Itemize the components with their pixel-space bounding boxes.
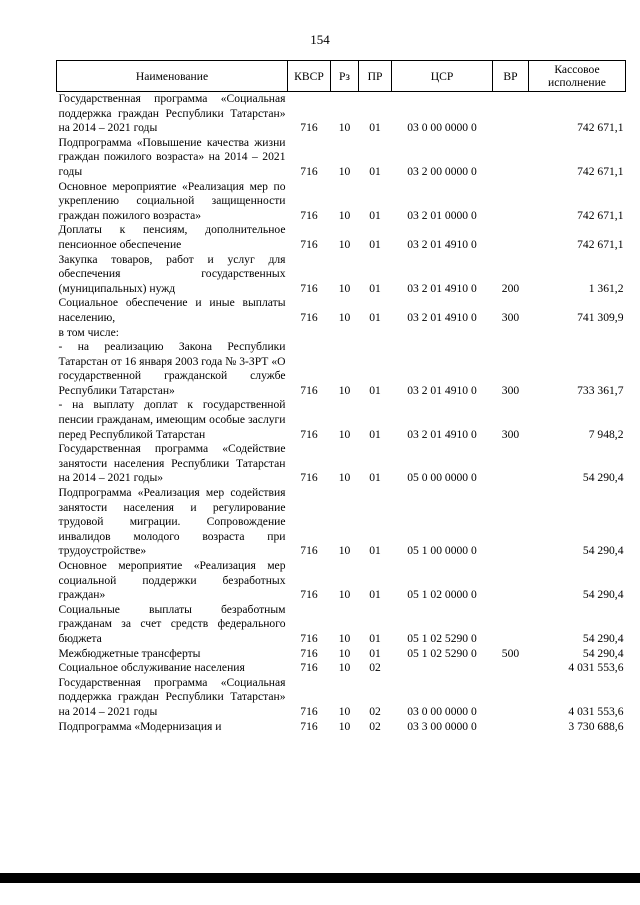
cell-csr	[392, 326, 493, 341]
cell-csr: 03 2 01 0000 0	[407, 208, 477, 222]
table-row	[57, 676, 626, 720]
cell-rz: 10	[338, 719, 351, 733]
cell-kvsr: 716	[300, 471, 318, 485]
cell-vr	[493, 223, 529, 252]
cell-vr	[493, 136, 529, 180]
cell-name: Доплаты к пенсиям, дополнительное пенсионное обеспечение	[58, 223, 286, 251]
cell-kvsr: 716	[300, 588, 318, 602]
cell-sum: 54 290,4	[582, 544, 624, 558]
cell-csr: 05 1 02 5290 0	[407, 631, 477, 645]
cell-kvsr: 716	[300, 164, 318, 178]
cell-pr: 01	[369, 427, 381, 441]
cell-kvsr: 716	[300, 719, 318, 733]
cell-sum	[529, 326, 626, 341]
cell-csr: 03 3 00 0000 0	[407, 719, 477, 733]
cell-name: - на реализацию Закона Республики Татарстан от 16 января 2003 года № 3-ЗРТ «О государственной гражданской службе Республики Татарстан»	[58, 340, 286, 397]
cell-vr	[493, 92, 529, 136]
page-number: 154	[310, 32, 330, 47]
cell-pr: 01	[369, 588, 381, 602]
cell-csr: 03 0 00 0000 0	[407, 121, 477, 135]
cell-sum: 54 290,4	[582, 471, 624, 485]
cell-pr: 01	[369, 646, 381, 660]
cell-pr: 01	[369, 281, 381, 295]
cell-name: Государственная программа «Содействие занятости населения Республики Татарстан на 2014 – 2021 годы»	[58, 442, 286, 485]
cell-pr: 01	[369, 544, 381, 558]
cell-pr: 01	[369, 631, 381, 645]
cell-csr	[392, 661, 493, 676]
table-row	[57, 326, 626, 341]
cell-name: Государственная программа «Социальная поддержка граждан Республики Татарстан» на 2014 – 2021 годы	[58, 92, 286, 135]
cell-name: Подпрограмма «Реализация мер содействия занятости населения и регулирование трудовой миграции. Сопровождение инвалидов молодого возраста при трудоустройстве»	[58, 486, 286, 558]
cell-name: Основное мероприятие «Реализация мер по укреплению социальной защищенности граждан пожилого возраста»	[58, 179, 286, 222]
table-header-row	[57, 61, 626, 92]
table-row	[57, 296, 626, 325]
cell-rz: 10	[338, 588, 351, 602]
cell-rz: 10	[338, 164, 351, 178]
scan-edge-bar	[0, 873, 640, 883]
cell-pr: 02	[369, 719, 381, 733]
cell-vr	[493, 676, 529, 720]
cell-csr: 05 1 02 5290 0	[407, 646, 477, 660]
cell-sum: 742 671,1	[577, 237, 624, 251]
cell-csr: 03 2 01 4910 0	[407, 427, 477, 441]
cell-rz: 10	[338, 237, 351, 251]
cell-rz	[331, 326, 359, 341]
cell-vr	[493, 326, 529, 341]
cell-kvsr: 716	[300, 237, 318, 251]
cell-pr: 01	[369, 164, 381, 178]
cell-sum: 4 031 553,6	[568, 661, 624, 675]
cell-csr: 03 2 01 4910 0	[407, 383, 477, 397]
budget-table	[56, 60, 626, 734]
table-row	[57, 559, 626, 603]
cell-vr	[493, 603, 529, 647]
cell-rz: 10	[338, 121, 351, 135]
cell-sum: 733 361,7	[577, 383, 624, 397]
cell-name: Социальное обеспечение и иные выплаты населению,	[58, 296, 286, 324]
table-row	[57, 253, 626, 297]
cell-rz: 10	[338, 661, 351, 675]
table-row	[57, 223, 626, 252]
table-row	[57, 442, 626, 486]
header-kvsr: КВСР	[288, 61, 331, 92]
cell-sum: 54 290,4	[582, 646, 624, 660]
header-csr: ЦСР	[392, 61, 493, 92]
cell-csr: 05 1 02 0000 0	[407, 588, 477, 602]
cell-csr: 03 0 00 0000 0	[407, 704, 477, 718]
cell-kvsr	[288, 326, 331, 341]
cell-sum: 742 671,1	[577, 121, 624, 135]
table-row	[57, 486, 626, 559]
cell-name: Социальные выплаты безработным гражданам за счет средств федерального бюджета	[58, 602, 286, 645]
cell-vr	[493, 486, 529, 559]
cell-kvsr: 716	[300, 661, 318, 675]
cell-name: Социальное обслуживание населения	[58, 661, 245, 675]
cell-vr	[493, 442, 529, 486]
cell-kvsr: 716	[300, 121, 318, 135]
table-row	[57, 720, 626, 735]
cell-vr	[493, 720, 529, 735]
cell-name: Межбюджетные трансферты	[58, 646, 201, 660]
cell-name: Закупка товаров, работ и услуг для обеспечения государственных (муниципальных) нужд	[58, 252, 286, 295]
cell-name: Подпрограмма «Повышение качества жизни граждан пожилого возраста» на 2014 – 2021 годы	[58, 135, 286, 178]
cell-sum: 54 290,4	[582, 631, 624, 645]
cell-vr	[493, 180, 529, 224]
cell-rz: 10	[338, 281, 351, 295]
header-pr: ПР	[359, 61, 392, 92]
cell-kvsr: 716	[300, 704, 318, 718]
cell-rz: 10	[338, 631, 351, 645]
cell-csr: 03 2 01 4910 0	[407, 237, 477, 251]
cell-kvsr: 716	[300, 281, 318, 295]
cell-pr: 01	[369, 121, 381, 135]
cell-pr: 02	[369, 704, 381, 718]
cell-sum: 4 031 553,6	[568, 704, 624, 718]
cell-kvsr: 716	[300, 383, 318, 397]
cell-sum: 741 309,9	[577, 310, 624, 324]
cell-pr: 01	[369, 310, 381, 324]
cell-rz: 10	[338, 310, 351, 324]
cell-name: - на выплату доплат к государственной пенсии гражданам, имеющим особые заслуги перед Республикой Татарстан	[58, 398, 286, 441]
cell-pr	[359, 326, 392, 341]
header-sum: Кассовое исполнение	[529, 61, 626, 92]
cell-vr: 500	[501, 646, 520, 660]
cell-vr	[493, 559, 529, 603]
header-name: Наименование	[57, 61, 288, 92]
cell-kvsr: 716	[300, 310, 318, 324]
table-row	[57, 340, 626, 398]
cell-vr: 200	[501, 281, 520, 295]
cell-sum: 7 948,2	[588, 427, 624, 441]
cell-rz: 10	[338, 704, 351, 718]
cell-kvsr: 716	[300, 631, 318, 645]
cell-rz: 10	[338, 427, 351, 441]
cell-pr: 01	[369, 208, 381, 222]
table-row	[57, 180, 626, 224]
cell-rz: 10	[338, 471, 351, 485]
table-row	[57, 647, 626, 662]
cell-csr: 05 1 00 0000 0	[407, 544, 477, 558]
cell-name: Государственная программа «Социальная поддержка граждан Республики Татарстан» на 2014 – 2021 годы	[58, 675, 286, 718]
cell-sum: 1 361,2	[588, 281, 624, 295]
header-rz: Рз	[331, 61, 359, 92]
cell-pr: 01	[369, 471, 381, 485]
cell-sum: 742 671,1	[577, 164, 624, 178]
cell-vr: 300	[501, 383, 520, 397]
table-row	[57, 603, 626, 647]
cell-kvsr: 716	[300, 427, 318, 441]
cell-rz: 10	[338, 383, 351, 397]
cell-rz: 10	[338, 208, 351, 222]
cell-name: Основное мероприятие «Реализация мер социальной поддержки безработных граждан»	[58, 559, 286, 602]
cell-csr: 03 2 01 4910 0	[407, 281, 477, 295]
table-row	[57, 136, 626, 180]
header-vr: ВР	[493, 61, 529, 92]
cell-kvsr: 716	[300, 208, 318, 222]
cell-kvsr: 716	[300, 544, 318, 558]
cell-sum: 3 730 688,6	[568, 719, 624, 733]
cell-kvsr: 716	[300, 646, 318, 660]
cell-sum: 742 671,1	[577, 208, 624, 222]
table-row	[57, 661, 626, 676]
cell-rz: 10	[338, 646, 351, 660]
cell-csr: 03 2 01 4910 0	[407, 310, 477, 324]
cell-vr	[493, 661, 529, 676]
cell-sum: 54 290,4	[582, 588, 624, 602]
cell-pr: 01	[369, 237, 381, 251]
cell-csr: 05 0 00 0000 0	[407, 471, 477, 485]
cell-csr: 03 2 00 0000 0	[407, 164, 477, 178]
cell-vr: 300	[501, 310, 520, 324]
cell-pr: 02	[369, 661, 381, 675]
cell-name: Подпрограмма «Модернизация и	[58, 719, 222, 733]
cell-name: в том числе:	[58, 325, 119, 339]
cell-pr: 01	[369, 383, 381, 397]
table-row	[57, 398, 626, 442]
cell-vr: 300	[501, 427, 520, 441]
table-row	[57, 92, 626, 136]
cell-rz: 10	[338, 544, 351, 558]
